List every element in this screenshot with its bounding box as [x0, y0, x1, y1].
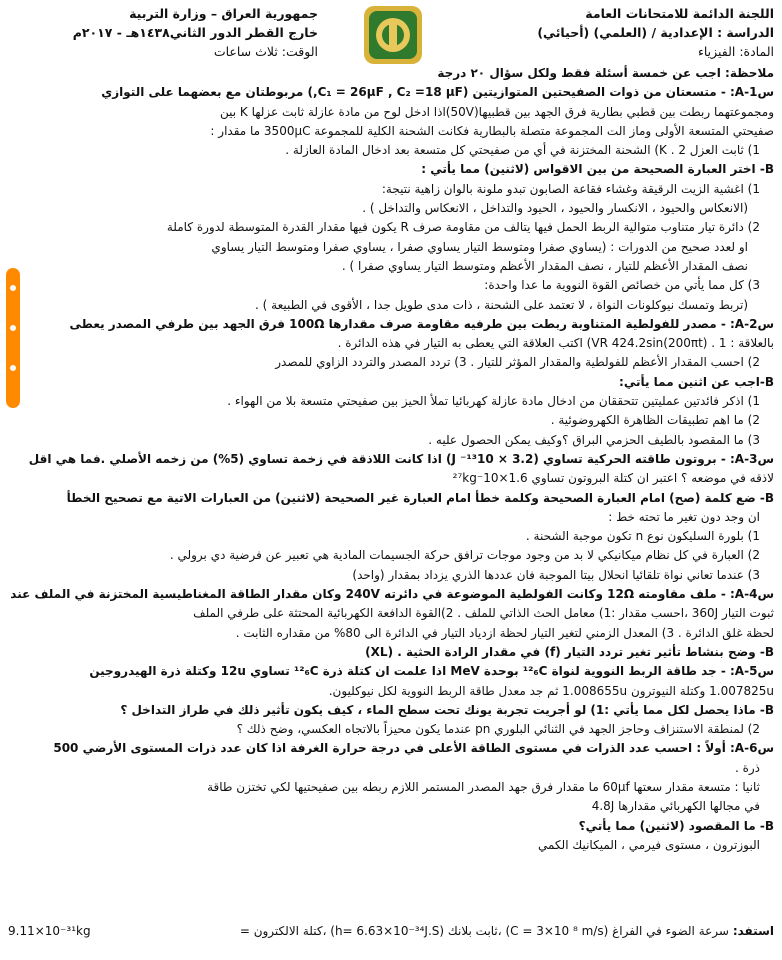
- constants-text: سرعة الضوء في الفراغ (C = 3×10 ⁸ m/s) ،ثابت بلانك (h= 6.63×10⁻³⁴J.S) ،كتلة الالكترون =: [239, 924, 729, 938]
- q3-b-item1: 1) بلورة السليكون نوع n تكون موجبة الشحنة .: [525, 529, 760, 544]
- q2-b-item2: 2) ما اهم تطبيقات الظاهرة الكهروضوئية .: [550, 413, 760, 428]
- q2-a-line2: بالعلاقة : VR 424.2sin(200πt) . 1) اكتب العلاقة التي يعطى به التيار في هذه الدائرة .: [337, 336, 774, 351]
- q5-a-line1: س5-A: - جد طاقة الربط النووية لنواة ¹²₆C بوحدة MeV اذا علمت ان كتلة ذرة ¹²₆C تساوي 12u وكتلة ذرة الهيدروجين: [89, 664, 774, 679]
- constants-label: استفد:: [732, 924, 774, 938]
- exam-session: خارج القطر الدور الثاني١٤٣٨هـ - ٢٠١٧م: [72, 25, 318, 40]
- q4-b-line: B- وضح بنشاط تأثير تغير تردد التيار (f) في مقدار الرادة الحثية . (XL): [365, 644, 774, 659]
- q2-b-item1: 1) اذكر فائدتين عمليتين تتحققان من ادخال مادة عازلة كهربائيا تملأ الحيز بين صفيحتي متسعة بلا من الهواء .: [227, 394, 760, 409]
- q2-a-line3: 2) احسب المقدار الأعظم للفولطية والمقدار المؤثر للتيار . 3) تردد المصدر والتردد الزاوي للمصدر: [275, 355, 760, 370]
- header-right: [537, 4, 774, 61]
- q5-b-line2: 2) لمنطقة الاستنزاف وحاجز الجهد في الثنائي البلوري pn عندما يكون محيزاً بالاتجاه العكسي، وضح ذلك ؟: [236, 722, 760, 737]
- q3-a-line2: لاذقه في موضعه ؟ اعتبر ان كتلة البروتون تساوي 1.6×10⁻²⁷kg: [452, 471, 774, 486]
- q3-b-item2: 2) العبارة في كل نظام ميكانيكي لا بد من وجود موجات ترافق حركة الجسيمات المادية هي تعبير عن فرضية دي برولي .: [169, 548, 760, 563]
- q5-b-line1: B- ماذا يحصل لكل مما يأتي :1) لو أجريت تجربة يونك تحت سطح الماء ، كيف يكون تأثير ذلك في طراز التداخل ؟: [120, 702, 774, 717]
- q1-b-item2-line1: 2) دائرة تيار متناوب متوالية الربط الحمل فيها يتالف من مقاومة صرف R يكون فيها مقدار القدرة المتوسطة لدورة كاملة: [166, 220, 760, 235]
- q6-a-line4: في مجالها الكهربائي مقدارها 4.8J: [591, 799, 760, 814]
- q1-a-line1: س1-A: - متسعتان من ذوات الصفيحتين المتوازيتين (C₁ = 26µF , C₂ =18 µF,) مربوطتان مع بعضهما على التوازي: [101, 85, 774, 100]
- q1-a-line4: 1) ثابت العزل K . 2) الشحنة المختزنة في أي من صفيحتي كل متسعة بعد ادخال المادة العازلة .: [285, 143, 760, 158]
- study-branch: الدراسة : الإعدادية / (العلمي) (أحيائي): [537, 25, 774, 40]
- q4-a-line1: س4-A: - ملف مقاومته 12Ω وكانت الفولطية الموضوعة في دائرته 240V وكان مقدار الطاقة المغناطيسية المختزنة في الملف عند: [10, 587, 774, 602]
- q2-b-title: B-اجب عن اثنين مما يأتي:: [619, 374, 774, 389]
- q3-b-item3: 3) عندما تعاني نواة تلقائيا انحلال بيتا الموجبة فان عددها الذري يزداد بمقدار (واحد): [352, 567, 760, 582]
- header-left: [18, 4, 318, 61]
- constants-line: [8, 924, 774, 938]
- exam-note: ملاحظة: اجب عن خمسة أسئلة فقط ولكل سؤال ٢٠ درجة: [437, 66, 774, 80]
- q2-b-item3: 3) ما المقصود بالطيف الحزمي البراق ؟وكيف يمكن الحصول عليه .: [428, 432, 760, 447]
- q4-a-line3: لحظة غلق الدائرة . 3) المعدل الزمني لتغير التيار لحظة ازدياد التيار في الدائرة الى 80% من مقداره الثابت .: [235, 625, 774, 640]
- watermark-stamp: [0, 268, 26, 408]
- q3-b-line1: B- ضع كلمة (صح) امام العبارة الصحيحة وكلمة خطأ امام العبارة غير الصحيحة (لاثنين) من العبارات الاتية مع تصحيح الخطأ: [66, 490, 774, 505]
- q1-b-item1-options: (الانعكاس والحيود ، الانكسار والحيود ، الحيود والتداخل ، الانعكاس والتداخل ) .: [362, 201, 748, 216]
- q6-b-terms: البوزترون ، مستوى فيرمي ، الميكانيك الكمي: [537, 837, 760, 852]
- exam-body: [8, 64, 774, 855]
- committee-name: اللجنة الدائمة للامتحانات العامة: [585, 6, 774, 21]
- q1-a-line2: ومجموعتهما ربطت بين قطبي بطارية فرق الجهد بين قطبيها(50V)اذا ادخل لوح من مادة عازلة ثابت عزلها K بين: [219, 104, 774, 119]
- q6-a-line3: ثانيا : متسعة مقدار سعتها 60µf ما مقدار فرق جهد المصدر المستمر اللازم ربطه بين صفيحتيها لكي تختزن طاقة: [207, 779, 760, 794]
- q6-b-title: B- ما المقصود (لاثنين) مما يأتي؟: [578, 818, 774, 833]
- q4-a-line2: ثبوت التيار 360J ،احسب مقدار :1) معامل الحث الذاتي للملف . 2)القوة الدافعة الكهربائية المحتثة على طرفي الملف: [193, 606, 774, 621]
- q3-a-line1: س3-A: - بروتون طاقته الحركية تساوي (J ⁻¹³10 × 3.2) اذا كانت اللاذقة في زخمة تساوي (5%) من زخمه الأصلي .فما هي اقل: [28, 451, 774, 466]
- q1-a-line3: صفيحتي المتسعة الأولى وماز الت المجموعة متصلة بالبطارية فكانت الشحنة الكلية للمجموعة 3500µC ما مقدار :: [210, 123, 774, 138]
- q1-b-item2-line2: او لعدد صحيح من الدورات : (يساوي صفرا ومتوسط التيار يساوي صفرا ، يساوي صفرا ومتوسط التيار يساوي: [211, 239, 748, 254]
- ministry-logo: [362, 4, 424, 66]
- q5-a-line2: 1.007825u وكتلة النيوترون 1.008655u ثم جد معدل طاقة الربط النووية لكل نيوكليون.: [328, 683, 774, 698]
- exam-header: [10, 4, 774, 64]
- q6-a-line1: س6-A: أولاً : احسب عدد الذرات في مستوى الطاقة الأعلى في درجة حرارة الغرفة اذا كان عدد ذرات المستوى الأرضي 500: [53, 741, 774, 756]
- exam-duration: الوقت: ثلاث ساعات: [213, 44, 318, 59]
- country-ministry: جمهورية العراق – وزارة التربية: [129, 6, 318, 21]
- q1-b-item1: 1) اغشية الزيت الرقيقة وغشاء فقاعة الصابون تبدو ملونة بالوان زاهية نتيجة:: [381, 181, 760, 196]
- q3-b-line2: ان وجد دون تغير ما تحته خط :: [608, 509, 760, 524]
- q1-b-item3: 3) كل مما يأتي من خصائص القوة النووية ما عدا واحدة:: [484, 278, 760, 293]
- q1-b-title: B- اختر العبارة الصحيحة من بين الاقواس (لاثنين) مما يأتي :: [421, 162, 774, 177]
- q6-a-line2: ذرة .: [734, 760, 760, 775]
- electron-mass: 9.11×10⁻³¹kg: [8, 924, 91, 938]
- q1-b-item3-options: (تربط وتمسك نيوكلونات النواة ، لا تعتمد على الشحنة ، ذات مدى طويل جدا ، الأقوى في الطبيعة ) .: [255, 297, 748, 312]
- subject-name: المادة: الفيزياء: [697, 44, 774, 59]
- q2-a-line1: س2-A: - مصدر للفولطية المتناوبة ربطت بين طرفيه مقاومة صرف مقدارها 100Ω فرق الجهد بين طرفي المصدر يعطى: [69, 316, 774, 331]
- q1-b-item2-line3: نصف المقدار الأعظم للتيار ، نصف المقدار الأعظم ومتوسط التيار يساوي صفرا ) .: [341, 258, 748, 273]
